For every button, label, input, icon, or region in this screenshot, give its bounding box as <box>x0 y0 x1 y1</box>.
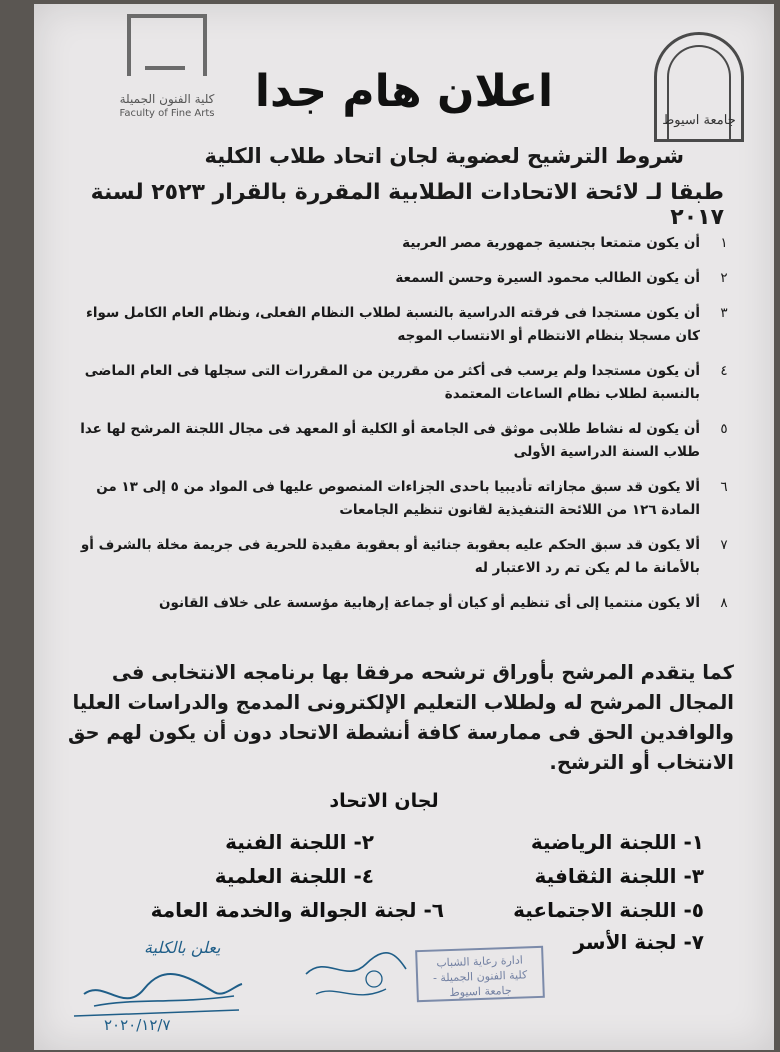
condition-text: أن يكون مستجدا فى فرقته الدراسية بالنسبة لطلاب النظام الفعلى، ونظام العام الكامل سواء كان مسجلا بنظام الانتظام أو الانتساب الموجه <box>85 305 700 344</box>
document-sheet <box>34 4 774 1050</box>
subtitle-regulation: طبقا لـ لائحة الاتحادات الطلابية المقررة بالقرار ٢٥٢٣ لسنة ٢٠١٧ <box>90 180 724 230</box>
stamp-line: ادارة رعاية الشباب <box>436 953 524 970</box>
signature-date: ٢٠٢٠/١٢/٧ <box>104 1016 171 1034</box>
committee-item: ٤- اللجنة العلمية <box>214 864 374 888</box>
condition-text: أن يكون الطالب محمود السيرة وحسن السمعة <box>395 270 700 286</box>
committee-item: ٧- لجنة الأسر <box>573 930 704 954</box>
condition-number: ٣ <box>720 305 728 321</box>
condition-item <box>74 360 734 406</box>
committee-item: ١- اللجنة الرياضية <box>530 830 704 854</box>
committee-item: ٢- اللجنة الفنية <box>225 830 374 854</box>
condition-number: ٤ <box>720 363 728 379</box>
announcement-title: اعلان هام جدا <box>254 66 554 117</box>
condition-text: ألا يكون قد سبق مجازاته تأديبيا باحدى الجزاءات المنصوص عليها فى المواد من ٥ إلى ١٣ من المادة ١٢٦ من اللائحة التنفيذية لقانون تنظيم الجامعات <box>96 479 700 518</box>
faculty-logo-mark-icon <box>127 14 207 76</box>
condition-item <box>74 418 734 464</box>
committee-item: ٥- اللجنة الاجتماعية <box>513 898 704 922</box>
stamp-line: كلية الفنون الجميلة - جامعة اسيوط <box>432 968 528 1000</box>
candidate-paragraph: كما يتقدم المرشح بأوراق ترشحه مرفقا بها برنامجه الانتخابى فى المجال المرشح له ولطلاب التعليم الإلكترونى المدمج والدراسات العليا والوافدين الحق فى ممارسة كافة أنشطة الاتحاد دون أن يكون لهم حق الانتخاب أو الترشح. <box>67 661 734 774</box>
condition-text: ألا يكون قد سبق الحكم عليه بعقوبة جنائية أو بعقوبة مقيدة للحرية فى جريمة مخلة بالشرف أو بالأمانة ما لم يكن تم رد الاعتبار له <box>80 537 700 576</box>
faculty-logo <box>102 14 232 134</box>
condition-number: ٧ <box>720 537 728 553</box>
condition-number: ٨ <box>720 595 728 611</box>
condition-item <box>74 476 734 522</box>
faculty-name-ar: كلية الفنون الجميلة <box>119 92 215 106</box>
committee-item: ٦- لجنة الجوالة والخدمة العامة <box>150 898 444 922</box>
condition-text: ألا يكون منتميا إلى أى تنظيم أو كيان أو جماعة إرهابية مؤسسة على خلاف القانون <box>158 595 700 611</box>
committees-title: لجان الاتحاد <box>329 790 439 812</box>
condition-item <box>74 267 734 290</box>
condition-item <box>74 232 734 255</box>
university-logo-text: جامعة اسيوط <box>662 113 736 129</box>
condition-text: أن يكون مستجدا ولم يرسب فى أكثر من مقررين من المقررات التى سجلها فى العام الماضى بالنسبة لطلاب نظام الساعات المعتمدة <box>84 363 700 402</box>
handwritten-note-icon <box>296 934 416 1014</box>
conditions-list <box>74 232 734 627</box>
condition-number: ٥ <box>720 421 728 437</box>
condition-number: ٢ <box>720 270 728 286</box>
condition-number: ٦ <box>720 479 728 495</box>
sign-note: يعلن بالكلية <box>144 938 221 957</box>
condition-text: أن يكون له نشاط طلابى موثق فى الجامعة أو الكلية أو المعهد فى مجال اللجنة المرشح لها عدا طلاب السنة الدراسية الأولى <box>80 421 700 460</box>
university-logo <box>654 32 744 142</box>
faculty-name-en: Faculty of Fine Arts <box>119 108 215 119</box>
committee-item: ٣- اللجنة الثقافية <box>534 864 704 888</box>
condition-item <box>74 592 734 615</box>
condition-number: ١ <box>720 235 728 251</box>
condition-text: أن يكون متمتعا بجنسية جمهورية مصر العربية <box>402 235 700 251</box>
subtitle-conditions: شروط الترشيح لعضوية لجان اتحاد طلاب الكلية <box>204 144 684 168</box>
office-stamp <box>415 946 545 1002</box>
condition-item <box>74 534 734 580</box>
condition-item <box>74 302 734 348</box>
